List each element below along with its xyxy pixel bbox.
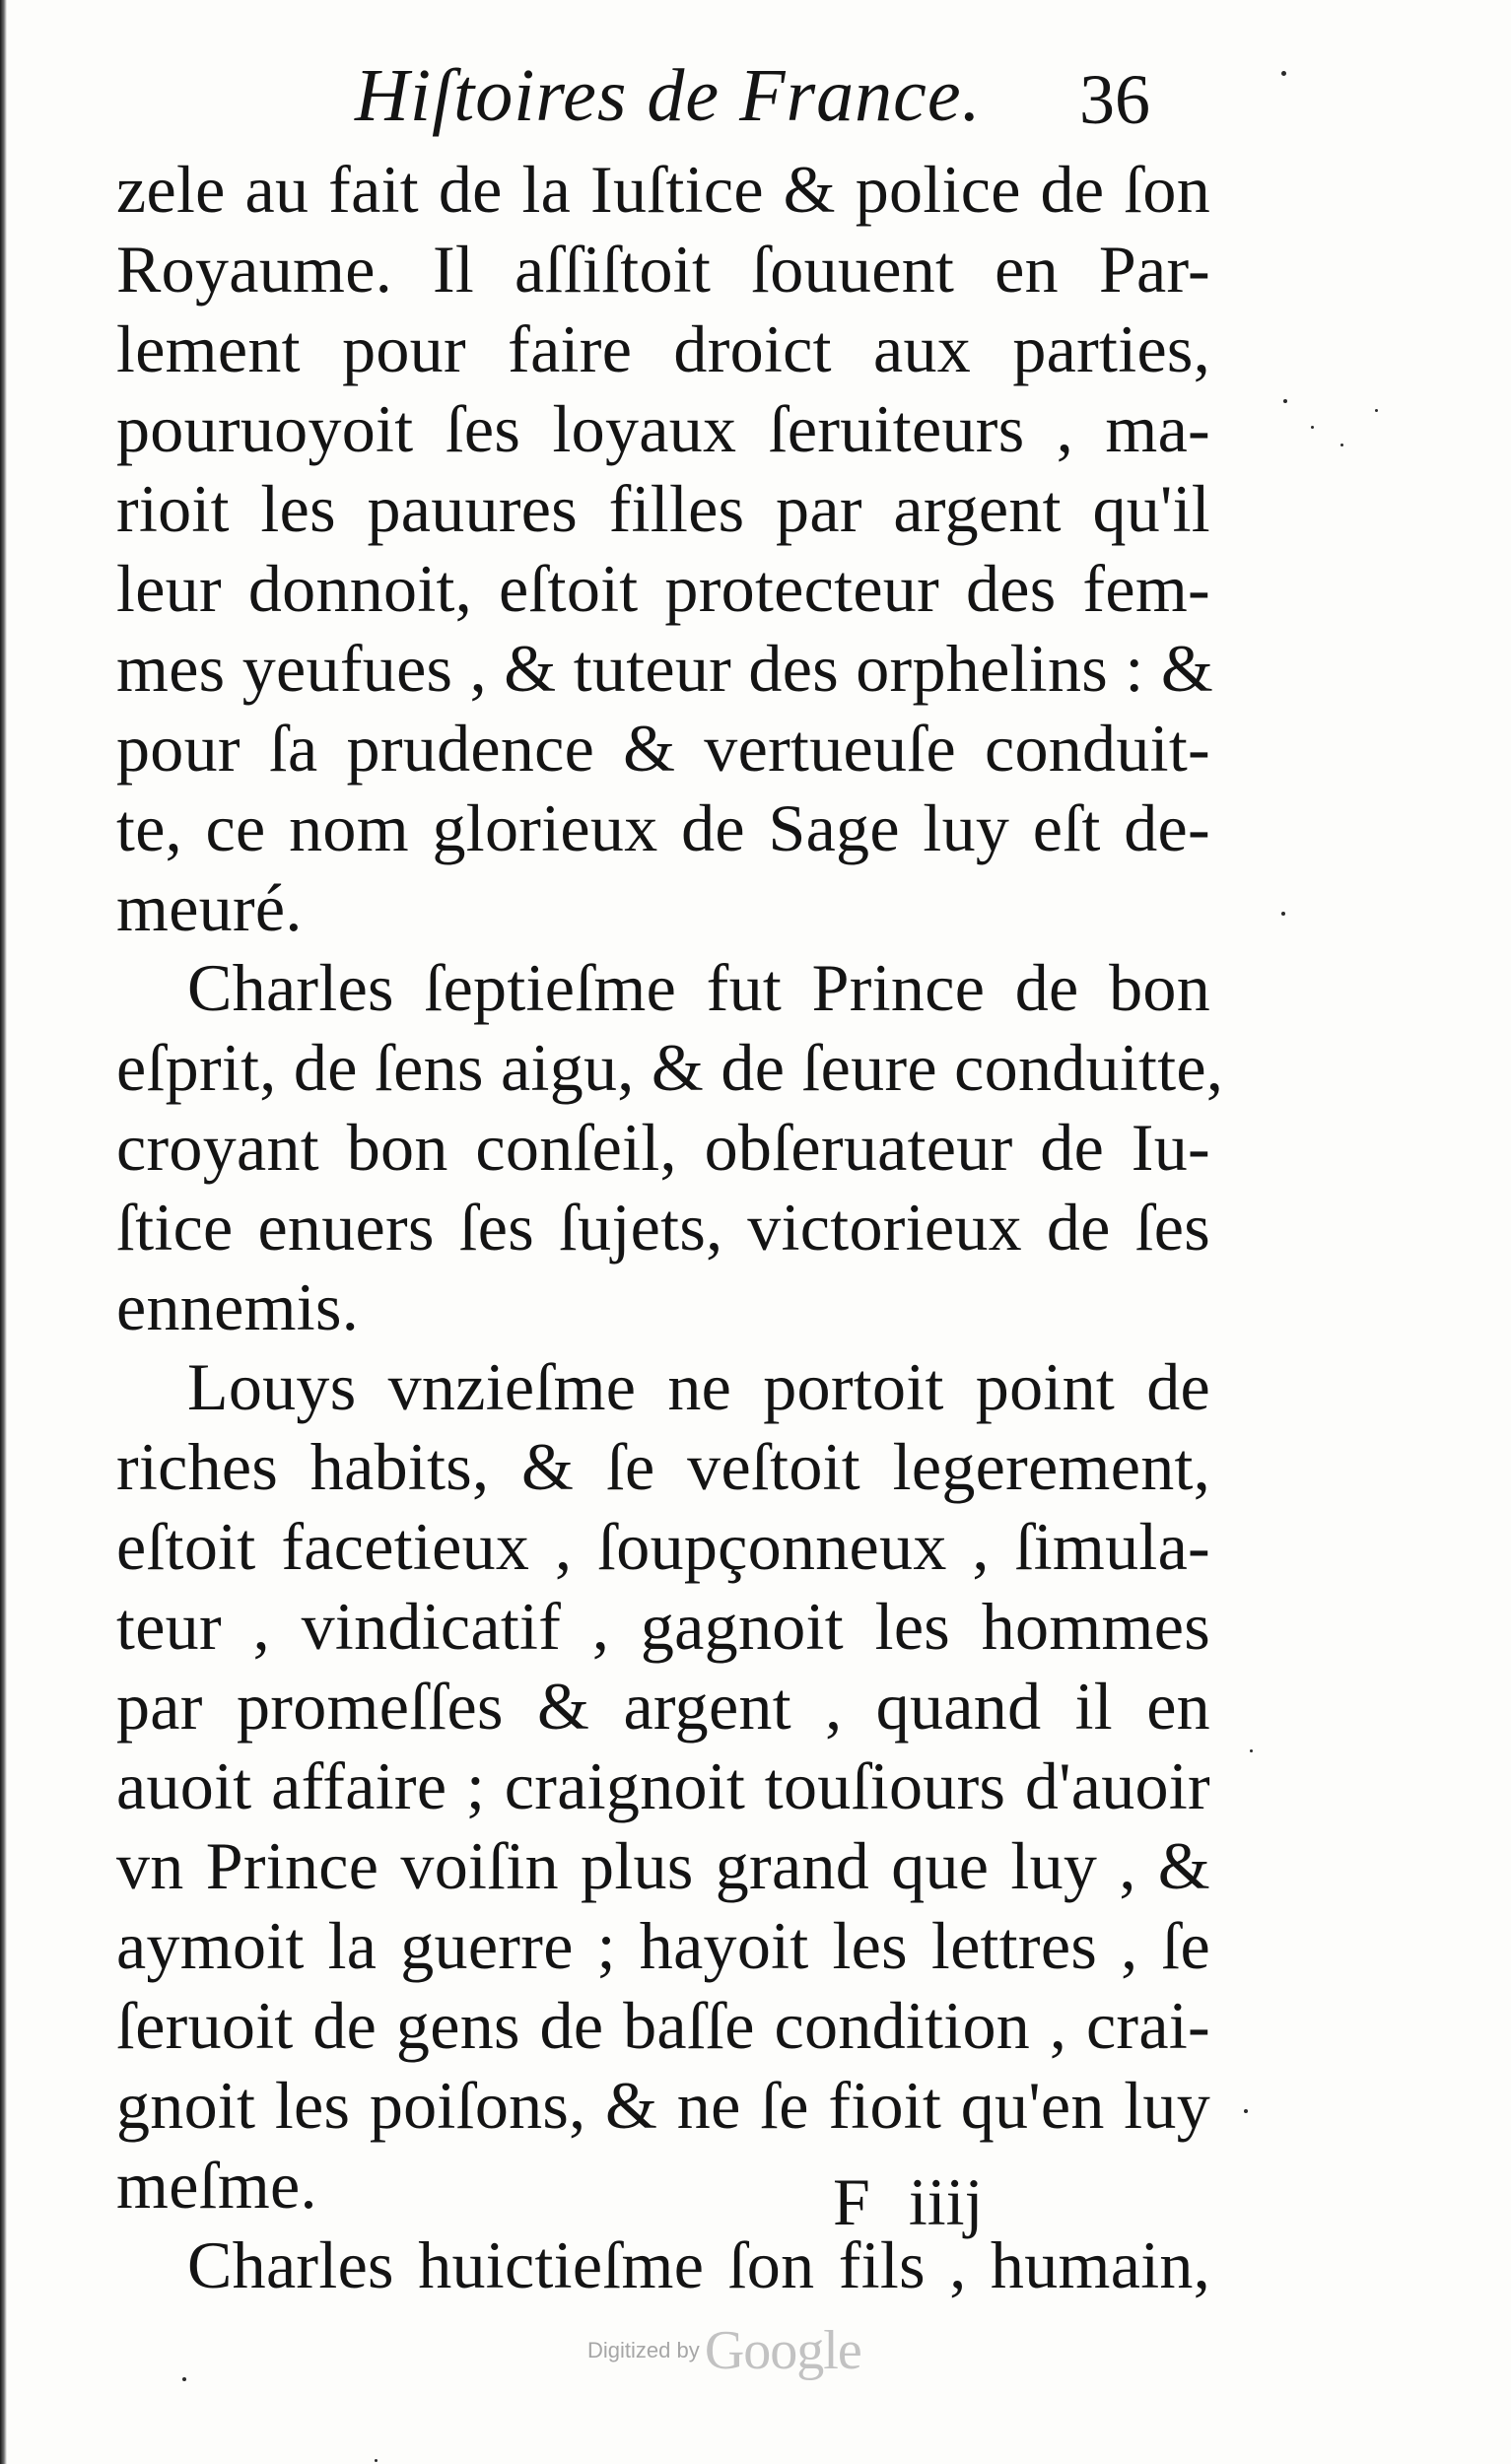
text-line: gnoit les poiſons, & ne ſe fioit qu'en luy [116, 2068, 1210, 2143]
scan-speck [1281, 71, 1286, 76]
text-line: pour ſa prudence & vertueuſe conduit- [116, 711, 1210, 786]
text-line: auoit affaire ; craignoit touſiours d'auoir [116, 1748, 1210, 1823]
text-line: leur donnoit, eſtoit protecteur des fem- [116, 551, 1210, 626]
scan-speck [1375, 409, 1378, 412]
text-line: ſeruoit de gens de baſſe condition , crai- [116, 1988, 1210, 2063]
text-line: pouruoyoit ſes loyaux ſeruiteurs , ma- [116, 391, 1210, 466]
digitized-watermark [587, 2319, 861, 2398]
google-logo: Google [704, 2320, 861, 2381]
signature-mark: F iiij [833, 2164, 984, 2239]
text-line: eſtoit facetieux , ſoupçonneux , ſimula- [116, 1509, 1210, 1584]
paragraph-start-line: Louys vnzieſme ne portoit point de [187, 1349, 1210, 1424]
text-line: aymoit la guerre ; hayoit les lettres , ſe [116, 1908, 1210, 1983]
running-title: Hiſtoires de France. [355, 54, 982, 137]
scan-speck [1311, 426, 1314, 429]
running-head [335, 47, 1222, 166]
scan-speck [1281, 912, 1285, 916]
text-line: riches habits, & ſe veſtoit legerement, [116, 1429, 1210, 1504]
text-line: croyant bon conſeil, obſeruateur de Iu- [116, 1110, 1210, 1185]
scan-speck [1250, 1749, 1253, 1752]
page-binding-edge [0, 0, 7, 2464]
paragraph-start-line: Charles ſeptieſme fut Prince de bon [187, 950, 1210, 1025]
scan-speck [182, 2377, 186, 2381]
text-line: mes yeufues , & tuteur des orphelins : & [116, 631, 1214, 706]
text-line: rioit les pauures filles par argent qu'il [116, 471, 1210, 546]
page-number: 36 [1079, 60, 1150, 139]
watermark-prefix: Digitized by [587, 2338, 700, 2362]
scan-speck [1340, 444, 1343, 446]
text-line: Royaume. Il aſſiſtoit ſouuent en Par- [116, 232, 1210, 307]
text-line: eſprit, de ſens aigu, & de ſeure conduitte, [116, 1030, 1224, 1105]
text-line: vn Prince voiſin plus grand que luy , & [116, 1828, 1210, 1903]
text-line: zele au fait de la Iuſtice & police de ſon [116, 152, 1210, 227]
text-line: te, ce nom glorieux de Sage luy eſt de- [116, 790, 1210, 865]
scan-speck [1283, 399, 1287, 403]
text-line: teur , vindicatif , gagnoit les hommes [116, 1589, 1210, 1664]
text-line: ennemis. [116, 1269, 360, 1344]
scan-speck [375, 2459, 378, 2462]
text-line: par promeſſes & argent , quand il en [116, 1669, 1210, 1744]
scan-speck [1244, 2109, 1248, 2113]
paragraph-start-line: Charles huictieſme ſon fils , humain, [187, 2227, 1210, 2302]
body-text [116, 150, 1224, 2305]
text-line: lement pour faire droict aux parties, [116, 311, 1210, 386]
text-line: meſme. [116, 2148, 317, 2223]
text-line: ſtice enuers ſes ſujets, victorieux de ſes [116, 1190, 1210, 1265]
text-line: meuré. [116, 870, 303, 945]
